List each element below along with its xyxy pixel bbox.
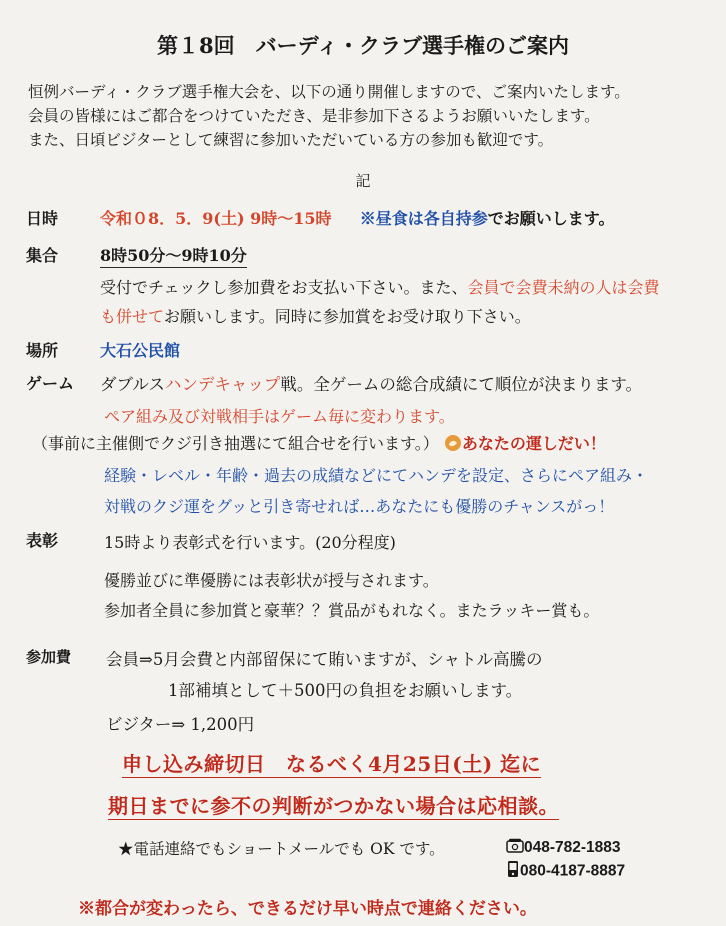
gather-line-2a: も併せて — [100, 307, 165, 326]
place-label: 場所 — [26, 341, 59, 360]
award-label: 表彰 — [26, 531, 59, 550]
award-line-3: 参加者全員に参加賞と豪華？？賞品がもれなく。またラッキー賞も。 — [104, 601, 600, 620]
fee-line-2: 1部補填として＋500円の負担をお願いします。 — [168, 681, 523, 700]
game-line-1a: ダブルス — [100, 375, 165, 394]
gather-line-1 — [100, 275, 660, 298]
intro-line-1: 恒例バーディ・クラブ選手権大会を、以下の通り開催しますので、ご案内いたします。 — [28, 83, 630, 101]
fee-line-1: 会員⇒5月会費と内部留保にて賄いますが、シャトル高騰の — [106, 650, 543, 669]
deadline-line-2 — [108, 790, 559, 819]
intro-line-2: 会員の皆様にはご都合をつけていただき、是非参加下さるようお願いいたします。 — [28, 107, 600, 125]
page-title: 第１8回 バーディ・クラブ選手権のご案内 — [157, 33, 569, 58]
game-line-4: 経験・レベル・年齢・過去の成績などにてハンデを設定、さらにペア組み・ — [104, 466, 649, 485]
game-line-5: 対戦のクジ運をグッと引き寄せれば…あなたにも優勝のチャンスがっ！ — [104, 497, 615, 516]
game-label: ゲーム — [26, 374, 75, 393]
gather-line-2 — [100, 304, 531, 327]
fee-visitor: ビジター⇒ 1,200円 — [106, 715, 255, 734]
fee-label: 参加費 — [26, 648, 72, 666]
lunch-note-tail: でお願いします。 — [487, 209, 615, 228]
deadline-text-1: 申し込み締切日 なるべく4月25日(土) 迄に — [122, 752, 542, 776]
ki-marker: 記 — [355, 172, 371, 190]
luck-phrase: あなたの運しだい！ — [461, 434, 606, 453]
mobile-phone-icon — [506, 860, 520, 882]
game-line-2: ペア組み及び対戦相手はゲーム毎に変わります。 — [104, 407, 455, 426]
gather-line-2b: お願いします。同時に参加賞をお受け取り下さい。 — [164, 307, 531, 326]
game-line-1 — [100, 371, 642, 395]
award-line-1: 15時より表彰式を行います。(20分程度) — [104, 533, 396, 552]
place-value: 大石公民館 — [100, 341, 181, 360]
phone-number-1: 048-782-1883 — [524, 839, 621, 856]
game-line-3 — [32, 431, 606, 456]
lucky-hand-icon — [444, 434, 462, 456]
phone-row-1 — [506, 837, 621, 858]
contact-note: ★電話連絡でもショートメールでも OK です。 — [118, 840, 445, 858]
award-line-2: 優勝並びに準優勝には表彰状が授与されます。 — [104, 571, 439, 590]
footer-note: ※都合が変わったら、できるだけ早い時点で連絡ください。 — [78, 899, 537, 919]
lunch-note: ※昼食は各自持参 — [359, 209, 488, 228]
telephone-icon — [506, 838, 524, 858]
deadline-line-1 — [122, 748, 541, 777]
gather-label: 集合 — [26, 246, 59, 265]
game-line-1b: ハンデキャップ — [164, 375, 281, 394]
phone-number-2: 080-4187-8887 — [520, 862, 626, 880]
game-line-3-text: （事前に主催側でクジ引き抽選にて組合せを行います。） — [32, 434, 439, 453]
datetime-row — [100, 206, 614, 229]
deadline-text-2: 期日までに参不の判断がつかない場合は応相談。 — [108, 794, 559, 818]
gather-line-1a: 受付でチェックし参加費をお支払い下さい。また、 — [100, 278, 468, 297]
gather-time: 8時50分〜9時10分 — [100, 243, 247, 268]
phone-row-2 — [506, 860, 625, 882]
datetime-value: 令和０8．5．9(土) 9時〜15時 — [100, 209, 332, 228]
game-line-1c: 戦。全ゲームの総合成績にて順位が決まります。 — [280, 375, 643, 394]
gather-line-1b: 会員で会費未納の人は会費 — [467, 278, 660, 297]
intro-line-3: また、日頃ビジターとして練習に参加いただいている方の参加も歓迎です。 — [28, 131, 554, 149]
datetime-label: 日時 — [26, 209, 59, 228]
